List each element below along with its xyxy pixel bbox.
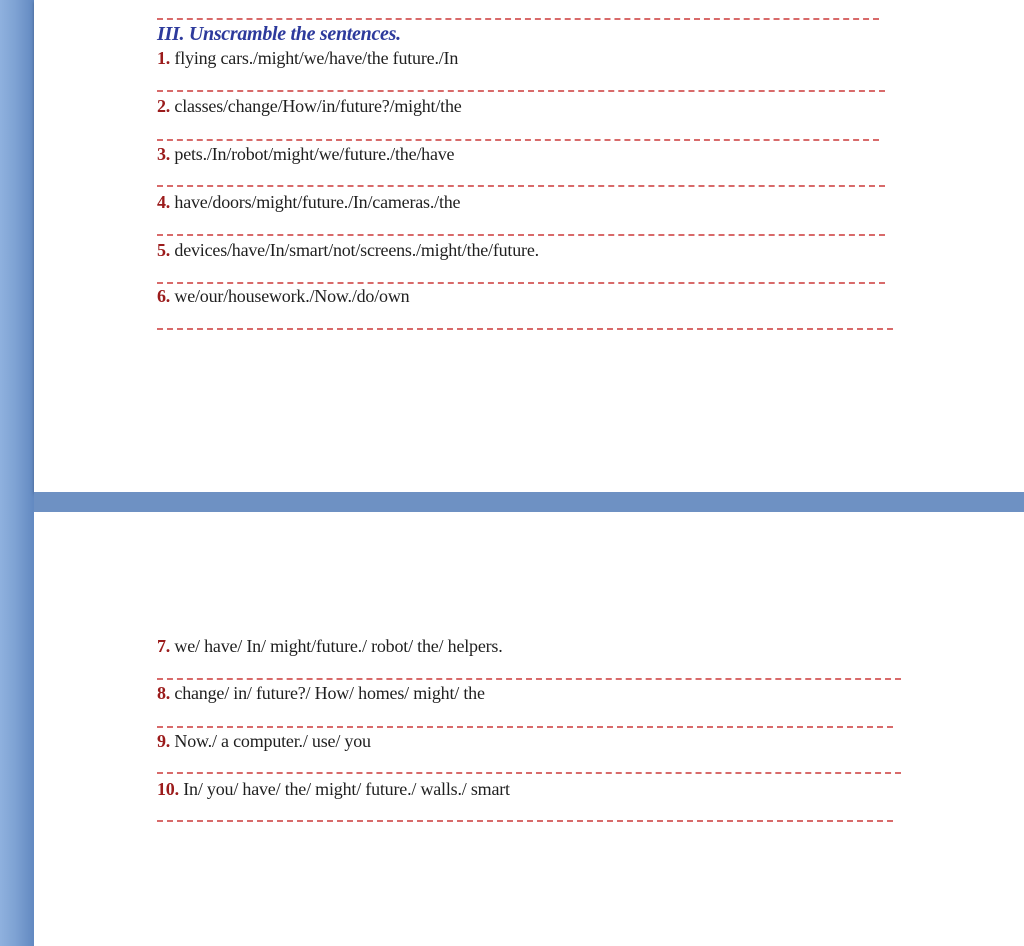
exercise-item-9 bbox=[157, 731, 371, 752]
section-heading: III. Unscramble the sentences. bbox=[157, 23, 401, 45]
item-text: change/ in/ future?/ How/ homes/ might/ the bbox=[174, 683, 485, 703]
answer-line bbox=[157, 820, 893, 822]
item-text: flying cars./might/we/have/the future./In bbox=[174, 48, 459, 68]
answer-line bbox=[157, 139, 879, 141]
item-number: 2. bbox=[157, 96, 171, 116]
item-text: devices/have/In/smart/not/screens./might/the/future. bbox=[174, 240, 539, 260]
answer-line bbox=[157, 234, 885, 236]
item-text: Now./ a computer./ use/ you bbox=[174, 731, 371, 751]
exercise-item-1 bbox=[157, 48, 458, 69]
item-text: we/our/housework./Now./do/own bbox=[174, 286, 410, 306]
item-text: classes/change/How/in/future?/might/the bbox=[174, 96, 462, 116]
item-number: 6. bbox=[157, 286, 171, 306]
item-text: pets./In/robot/might/we/future./the/have bbox=[174, 144, 455, 164]
exercise-item-7 bbox=[157, 636, 503, 657]
exercise-item-8 bbox=[157, 683, 485, 704]
item-text: In/ you/ have/ the/ might/ future./ walls./ smart bbox=[183, 779, 510, 799]
item-text: have/doors/might/future./In/cameras./the bbox=[174, 192, 461, 212]
document-page-2 bbox=[34, 512, 1024, 946]
exercise-item-3 bbox=[157, 144, 454, 165]
item-number: 4. bbox=[157, 192, 171, 212]
item-number: 5. bbox=[157, 240, 171, 260]
item-number: 8. bbox=[157, 683, 171, 703]
answer-line bbox=[157, 328, 893, 330]
answer-line bbox=[157, 90, 885, 92]
item-number: 1. bbox=[157, 48, 171, 68]
page-separator bbox=[34, 492, 1024, 512]
answer-line bbox=[157, 726, 893, 728]
exercise-item-2 bbox=[157, 96, 462, 117]
exercise-item-10 bbox=[157, 779, 510, 800]
exercise-item-5 bbox=[157, 240, 539, 261]
answer-line bbox=[157, 282, 885, 284]
item-text: we/ have/ In/ might/future./ robot/ the/ helpers. bbox=[174, 636, 503, 656]
answer-line bbox=[157, 772, 901, 774]
answer-line bbox=[157, 185, 885, 187]
answer-line bbox=[157, 678, 901, 680]
item-number: 7. bbox=[157, 636, 171, 656]
item-number: 9. bbox=[157, 731, 171, 751]
item-number: 3. bbox=[157, 144, 171, 164]
item-number: 10. bbox=[157, 779, 179, 799]
exercise-item-4 bbox=[157, 192, 460, 213]
window-left-rail bbox=[0, 0, 34, 946]
exercise-item-6 bbox=[157, 286, 409, 307]
answer-line bbox=[157, 18, 879, 20]
